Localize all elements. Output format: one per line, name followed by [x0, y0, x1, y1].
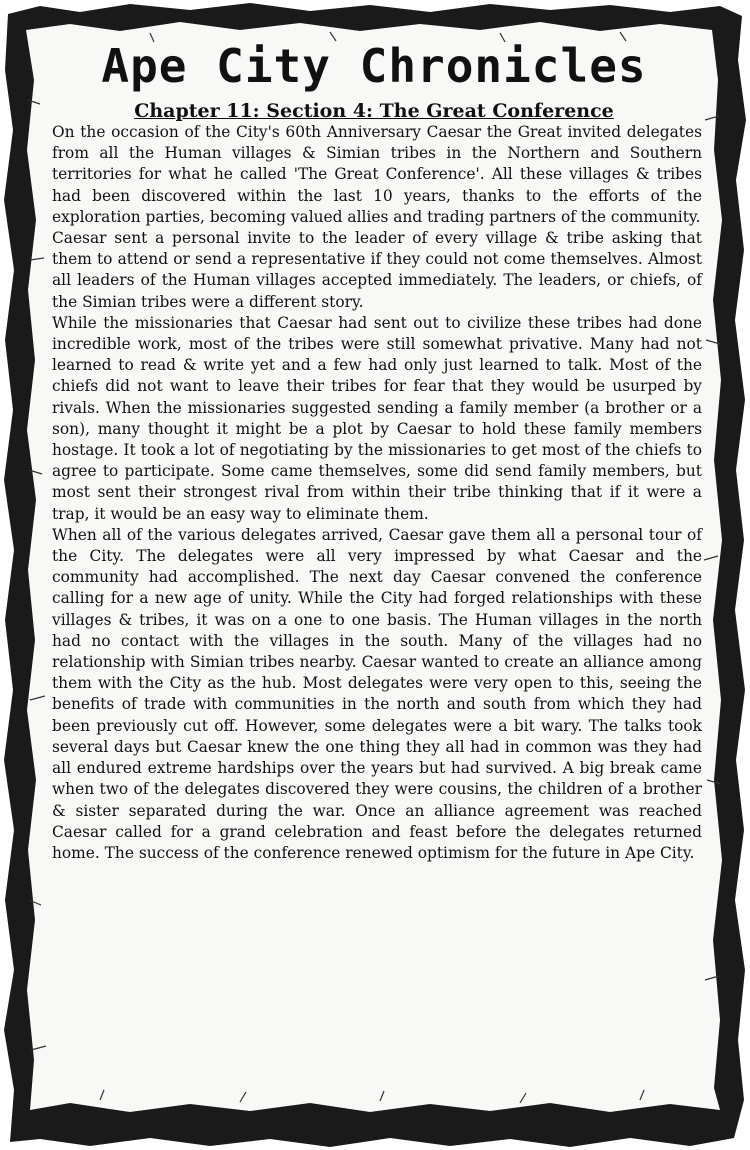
- paragraph-4: When all of the various delegates arrived, Caesar gave them all a personal tour of the City. The delegates were all very impressed by what Caesar and the community had accomplished. The next day Caesar convened the conference calling for a new age of unity. While the City had forged relationships with these villages & tribes, it was on a one to one basis. The Human villages in the north had no contact with the villages in the south. Many of the villages had no relationship with Simian tribes nearby. Caesar wanted to create an alliance among them with the City as the hub. Most delegates were very open to this, seeing the benefits of trade with communities in the north and south from which they had been previously cut off. However, some delegates were a bit wary. The talks took several days but Caesar knew the one thing they all had in common was they had all endured extreme hardships over the years but had survived. A big break came when two of the delegates discovered they were cousins, the children of a brother & sister separated during the war. Once an alliance agreement was reached Caesar called for a grand celebration and feast before the delegates returned home. The success of the conference renewed optimism for the future in Ape City.: [52, 525, 702, 862]
- document-page: [30, 28, 718, 1108]
- chapter-subtitle: Chapter 11: Section 4: The Great Conference: [134, 100, 614, 122]
- document-title: Ape City Chronicles: [101, 39, 647, 93]
- paragraph-2: Caesar sent a personal invite to the leader of every village & tribe asking that them to attend or send a representative if they could not come themselves. Almost all leaders of the Human villages accepted immediately. The leaders, or chiefs, of the Simian tribes were a different story.: [52, 229, 702, 311]
- body-text: [52, 122, 702, 864]
- paragraph-3: While the missionaries that Caesar had sent out to civilize these tribes had done incredible work, most of the tribes were still somewhat privative. Many had not learned to read & write yet and a few had only just learned to talk. Most of the chiefs did not want to leave their tribes for fear that they would be usurped by rivals. When the missionaries suggested sending a family member (a brother or a son), many thought it might be a plot by Caesar to hold these family members hostage. It took a lot of negotiating by the missionaries to get most of the chiefs to agree to participate. Some came themselves, some did send family members, but most sent their strongest rival from within their tribe thinking that if it were a trap, it would be an easy way to eliminate them.: [52, 313, 702, 523]
- paragraph-1: On the occasion of the City's 60th Anniversary Caesar the Great invited delegates from all the Human villages & Simian tribes in the Northern and Southern territories for what he called 'The Great Conference'. All these villages & tribes had been discovered within the last 10 years, thanks to the efforts of the exploration parties, becoming valued allies and trading partners of the community.: [52, 123, 702, 226]
